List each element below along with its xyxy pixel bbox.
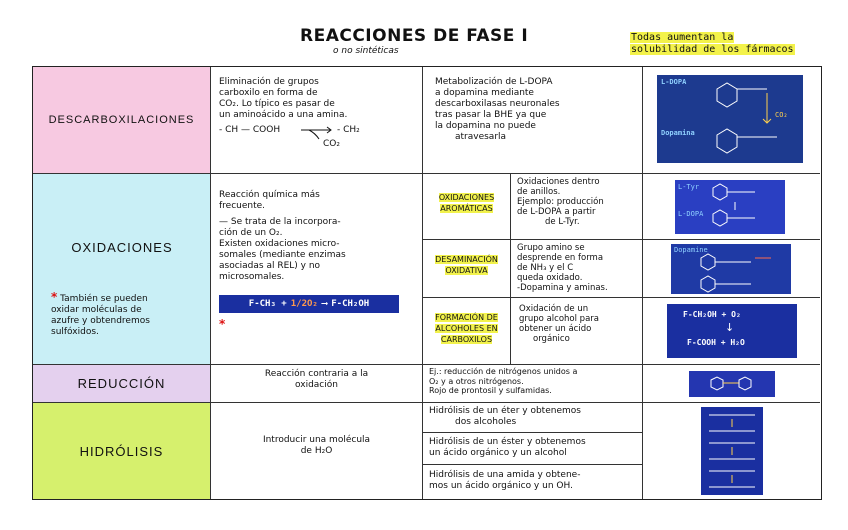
formula-left: F-CH₃ +	[248, 298, 287, 309]
example-line: Rojo de prontosil y sulfamidas.	[429, 386, 552, 395]
sub-desc-line: grupo alcohol para	[519, 314, 599, 324]
sub-line: Hidrólisis de una amida y obtene-	[429, 470, 581, 480]
sub-line: Hidrólisis de un éter y obtenemos	[429, 406, 581, 416]
desc-line: Reacción química más	[219, 190, 320, 200]
formula-mid: 1/2O₂	[290, 298, 318, 309]
sub-desc-line: de L-Tyr.	[545, 217, 580, 227]
sub-name-line: AROMÁTICAS	[440, 204, 493, 213]
example-line: atravesarla	[455, 132, 507, 142]
example-line: tras pasar la BHE ya que	[435, 110, 547, 120]
oxidation-formula	[219, 295, 399, 313]
descarboxilaciones-desc	[211, 67, 423, 174]
sub-desc-line: desprende en forma	[517, 253, 604, 263]
figure-label-ldopa: L-DOPA	[661, 78, 687, 86]
asterisk-icon: *	[219, 317, 226, 331]
sub-desc-line: de NH₃ y el C	[517, 263, 574, 273]
sub-name-line: OXIDACIONES	[438, 193, 495, 202]
desc-line: microsomales.	[219, 272, 285, 282]
desc-line: de H₂O	[300, 446, 333, 456]
header-note-line2: solubilidad de los fármacos	[631, 44, 794, 55]
example-line: descarboxilasas neuronales	[435, 99, 560, 109]
desc-line: somales (mediante enzimas	[219, 250, 346, 260]
sub-name-line: ALCOHOLES EN	[435, 324, 498, 333]
sub-line: mos un ácido orgánico y un OH.	[429, 481, 573, 491]
sub-desc-line: orgánico	[533, 334, 570, 344]
example-line: a dopamina mediante	[435, 88, 534, 98]
row-label-reduccion	[33, 365, 211, 403]
sub-desc-line: de L-DOPA a partir	[517, 207, 596, 217]
sub-desc-line: obtener un ácido	[519, 324, 592, 334]
sub-desaminacion-name	[423, 240, 511, 298]
example-line: Metabolización de L-DOPA	[435, 77, 553, 87]
row-label-descarboxilaciones	[33, 67, 211, 174]
desc-line: Existen oxidaciones micro-	[219, 239, 340, 249]
descarboxilaciones-example	[423, 67, 643, 174]
desc-line: un aminoácido a una amina.	[219, 110, 348, 120]
desc-line: frecuente.	[219, 201, 266, 211]
arrow-right-icon: ⟶	[321, 298, 328, 309]
sub-line: Hidrólisis de un éster y obtenemos	[429, 437, 586, 447]
reactions-table	[32, 66, 822, 500]
desc-line: carboxilo en forma de	[219, 88, 318, 98]
figure-formula-top: F-CH₂OH + O₂	[683, 310, 741, 319]
sub-desc-line: de anillos.	[517, 187, 561, 197]
prontosil-figure	[689, 371, 775, 397]
sub-line: dos alcoholes	[455, 417, 517, 427]
hidrolisis-ester	[423, 433, 643, 465]
desc-line: Reacción contraria a la	[264, 369, 369, 379]
row-label-text: DESCARBOXILACIONES	[48, 114, 195, 126]
sub-desc-line: -Dopamina y aminas.	[517, 283, 608, 293]
sub-oxidaciones-aromaticas-desc	[511, 174, 643, 240]
sub-desc-line: Oxidación de un	[519, 304, 589, 314]
example-line: la dopamina no puede	[435, 121, 536, 131]
hidrolisis-eter	[423, 403, 643, 433]
reduccion-example	[423, 365, 643, 403]
note-line: oxidar moléculas de	[51, 305, 142, 315]
sub-desc-line: queda oxidado.	[517, 273, 583, 283]
note-line: sulfóxidos.	[51, 327, 99, 337]
row-label-text: REDUCCIÓN	[77, 376, 166, 391]
tyr-ldopa-figure	[675, 180, 785, 234]
sub-desaminacion-image	[643, 240, 820, 298]
row-label-text: OXIDACIONES	[71, 240, 173, 255]
row-label-oxidaciones	[33, 174, 211, 365]
oxidaciones-desc	[211, 174, 423, 365]
equation-left: - CH — COOH	[219, 125, 281, 135]
page-subtitle: o no sintéticas	[333, 46, 399, 56]
descarboxilaciones-image-cell	[643, 67, 820, 174]
ldopa-dopamine-figure	[657, 75, 803, 163]
sub-formacion-alcoholes-image	[643, 298, 820, 365]
sub-formacion-alcoholes-name	[423, 298, 511, 365]
sub-name-line: CARBOXILOS	[440, 335, 493, 344]
oxidaciones-note	[51, 292, 150, 338]
decarboxylation-equation	[219, 125, 414, 149]
dopamine-deamination-figure	[671, 244, 791, 294]
molecule-structure-icon	[671, 244, 791, 294]
figure-label-dopamine: Dopamine	[674, 246, 708, 254]
note-line: También se pueden	[60, 294, 148, 304]
desc-line: ción de un O₂.	[219, 228, 283, 238]
asterisk-icon: *	[51, 290, 58, 304]
row-label-text: HIDRÓLISIS	[79, 443, 164, 459]
figure-label-tyr: L-Tyr	[678, 183, 700, 191]
sub-formacion-alcoholes-desc	[511, 298, 643, 365]
hidrolisis-amida	[423, 465, 643, 499]
sub-desaminacion-desc	[511, 240, 643, 298]
page-title: REACCIONES DE FASE I	[300, 26, 529, 46]
sub-desc-line: Grupo amino se	[517, 243, 585, 253]
desc-line: Introducir una molécula	[262, 435, 371, 445]
sub-name-line: FORMACIÓN DE	[435, 313, 498, 322]
figure-label-ldopa: L-DOPA	[678, 210, 704, 218]
equation-right: - CH₂	[337, 125, 360, 135]
molecule-structure-icon	[657, 75, 803, 163]
alcohol-oxidation-figure	[667, 304, 797, 358]
hydrolysis-figure	[701, 407, 763, 495]
example-line: Ej.: reducción de nitrógenos unidos a	[429, 367, 578, 376]
header-note	[630, 32, 795, 56]
sub-desc-line: Oxidaciones dentro	[517, 177, 600, 187]
sub-name-line: OXIDATIVA	[445, 266, 488, 275]
figure-label-co2: CO₂	[775, 111, 788, 119]
desc-line: — Se trata de la incorpora-	[219, 217, 341, 227]
example-line: O₂ y a otros nitrógenos.	[429, 376, 524, 386]
figure-label-dopamine: Dopamina	[661, 129, 695, 137]
equation-product: CO₂	[323, 139, 340, 149]
reduccion-image-cell	[643, 365, 820, 403]
desc-line: asociadas al REL) y no	[219, 261, 321, 271]
hidrolisis-desc	[211, 403, 423, 499]
desc-line: CO₂. Lo típico es pasar de	[219, 99, 335, 109]
figure-formula-bottom: F-COOH + H₂O	[687, 338, 745, 347]
sub-name-line: DESAMINACIÓN	[435, 255, 498, 264]
note-line: azufre y obtendremos	[51, 316, 150, 326]
desc-line: oxidación	[295, 380, 338, 390]
sub-oxidaciones-aromaticas-name	[423, 174, 511, 240]
formula-right: F-CH₂OH	[331, 298, 370, 309]
sub-oxidaciones-aromaticas-image	[643, 174, 820, 240]
hidrolisis-image-cell	[643, 403, 820, 499]
reduccion-desc	[211, 365, 423, 403]
header-note-line1: Todas aumentan la	[631, 32, 734, 43]
sub-desc-line: Ejemplo: producción	[517, 197, 604, 207]
desc-line: Eliminación de grupos	[219, 77, 319, 87]
hydrolysis-steps-icon	[701, 407, 763, 495]
row-label-hidrolisis	[33, 403, 211, 499]
molecule-structure-icon	[689, 371, 775, 397]
arrow-down-icon: ↓	[725, 321, 735, 334]
sub-line: un ácido orgánico y un alcohol	[429, 448, 567, 458]
molecule-structure-icon	[675, 180, 785, 234]
